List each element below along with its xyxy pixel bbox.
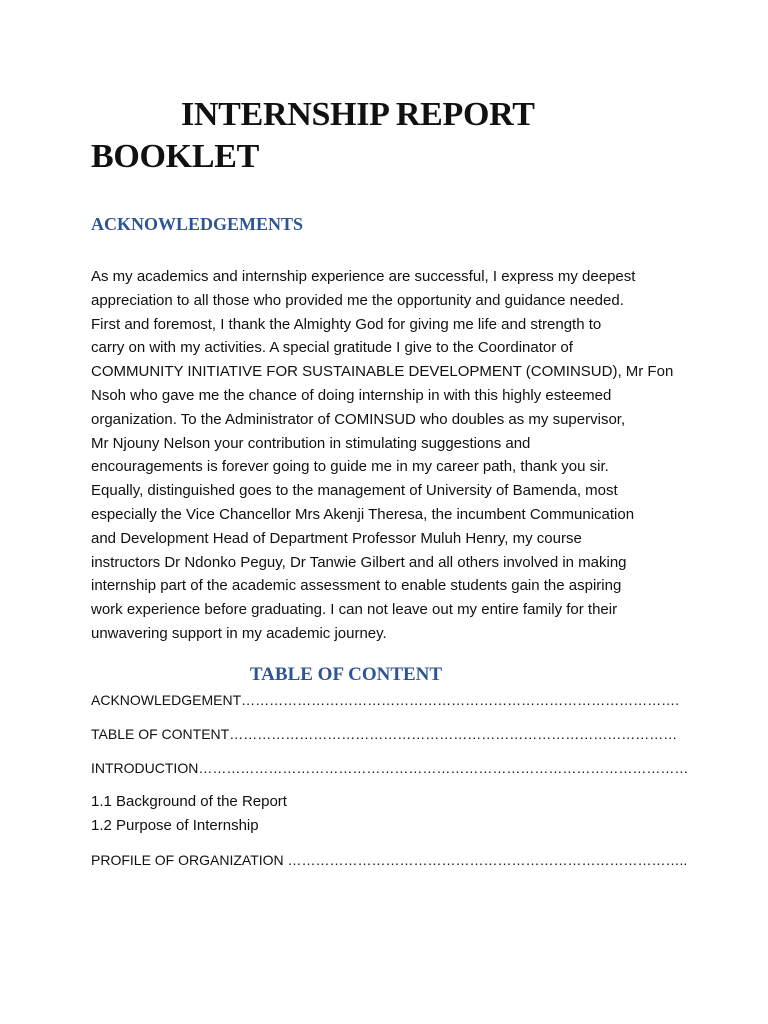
paragraph-line: instructors Dr Ndonko Peguy, Dr Tanwie Gilbert and all others involved in making — [91, 553, 627, 571]
paragraph-line: especially the Vice Chancellor Mrs Akenji Theresa, the incumbent Communication — [91, 505, 635, 523]
paragraph-line: First and foremost, I thank the Almighty God for giving me life and strength to — [91, 315, 602, 333]
paragraph-line: appreciation to all those who provided me the opportunity and guidance needed. — [91, 291, 624, 309]
paragraph-line: encouragements is forever going to guide me in my career path, thank you sir. — [91, 458, 609, 476]
toc-entry-acknowledgement: ACKNOWLEDGEMENT…………………………………………………………………………………. — [91, 692, 680, 708]
paragraph-line: organization. To the Administrator of COMINSUD who doubles as my supervisor, — [91, 410, 626, 428]
toc-heading: TABLE OF CONTENT — [249, 664, 443, 685]
paragraph-line: Mr Njouny Nelson your contribution in stimulating suggestions and — [91, 434, 531, 452]
acknowledgements-heading: ACKNOWLEDGEMENTS — [91, 214, 304, 234]
paragraph-line: Nsoh who gave me the chance of doing internship in with this highly esteemed — [91, 386, 612, 404]
acknowledgements-paragraph — [91, 265, 691, 646]
document-title — [91, 94, 711, 178]
paragraph-line: Equally, distinguished goes to the management of University of Bamenda, most — [91, 482, 618, 500]
paragraph-line: unwavering support in my academic journey. — [91, 624, 387, 642]
toc-subentry-purpose: 1.2 Purpose of Internship — [91, 817, 259, 834]
paragraph-line: and Development Head of Department Professor Muluh Henry, my course — [91, 529, 582, 547]
toc-entry-table-of-content: TABLE OF CONTENT…………………………………………………………………………………… — [91, 726, 678, 742]
paragraph-line: work experience before graduating. I can not leave out my entire family for their — [91, 601, 618, 619]
paragraph-line: As my academics and internship experience are successful, I express my deepest — [91, 268, 636, 285]
paragraph-line: carry on with my activities. A special gratitude I give to the Coordinator of — [91, 339, 573, 357]
toc-subentry-background: 1.1 Background of the Report — [91, 793, 287, 810]
paragraph-line: internship part of the academic assessment to enable students gain the aspiring — [91, 577, 622, 595]
document-title-line-2: BOOKLET — [91, 138, 259, 175]
toc-entry-profile-of-organization: PROFILE OF ORGANIZATION ………………………………………………………………………….. — [91, 852, 688, 868]
document-title-line-1: INTERNSHIP REPORT — [181, 96, 535, 133]
toc-entry-introduction: INTRODUCTION…………………………………………………………………………………………… — [91, 760, 689, 776]
paragraph-line: COMMUNITY INITIATIVE FOR SUSTAINABLE DEVELOPMENT (COMINSUD), Mr Fon — [91, 363, 674, 381]
